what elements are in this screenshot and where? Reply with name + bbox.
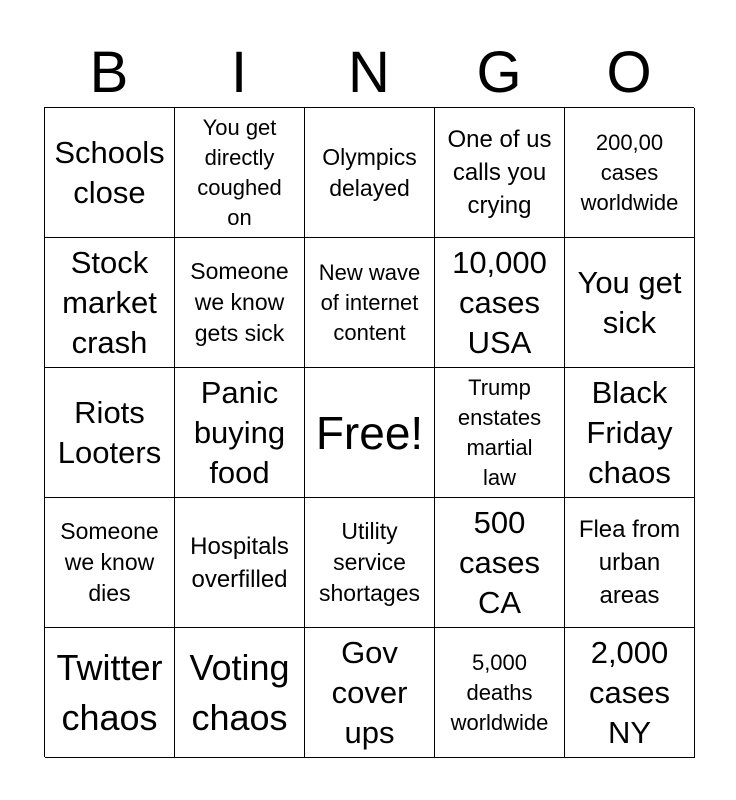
free-space-text: Free!	[315, 406, 424, 459]
cell-text: Schools close	[54, 134, 165, 210]
bingo-cell[interactable]	[45, 628, 175, 758]
cell-text: Twitter chaos	[56, 646, 163, 738]
bingo-cell[interactable]	[435, 238, 565, 368]
cell-text: Olympics delayed	[322, 143, 417, 201]
bingo-cell[interactable]	[565, 628, 695, 758]
cell-text: Gov cover ups	[331, 634, 408, 750]
bingo-cell[interactable]	[175, 628, 305, 758]
bingo-cell[interactable]	[175, 498, 305, 628]
cell-text: Hospitals overfilled	[190, 532, 289, 593]
cell-text: 5,000 deaths worldwide	[450, 649, 549, 735]
header-letter-n: N	[348, 40, 390, 105]
bingo-cell[interactable]	[175, 238, 305, 368]
cell-text: You get directly coughed on	[197, 114, 282, 230]
bingo-cell[interactable]	[175, 368, 305, 498]
header-letter-b: B	[89, 40, 129, 105]
cell-text: Someone we know dies	[60, 518, 159, 606]
bingo-cell[interactable]	[305, 238, 435, 368]
cell-text: 10,000 cases USA	[452, 244, 547, 360]
cell-text: Trump enstates martial law	[457, 374, 542, 490]
header-letter-o: O	[606, 40, 652, 105]
cell-text: 500 cases CA	[459, 504, 540, 620]
bingo-cell[interactable]	[565, 108, 695, 238]
header-letter-g: G	[476, 40, 522, 105]
bingo-cell[interactable]	[435, 498, 565, 628]
cell-text: Voting chaos	[189, 646, 290, 738]
bingo-cell[interactable]	[435, 628, 565, 758]
cell-text: One of us calls you crying	[447, 126, 552, 219]
bingo-cell[interactable]	[435, 368, 565, 498]
cell-text: 200,00 cases worldwide	[580, 129, 679, 215]
cell-text: Riots Looters	[57, 394, 162, 470]
cell-text: 2,000 cases NY	[589, 634, 670, 750]
bingo-cell[interactable]	[565, 238, 695, 368]
bingo-cell[interactable]	[45, 368, 175, 498]
bingo-cell[interactable]	[45, 108, 175, 238]
cell-text: Stock market crash	[62, 244, 157, 360]
bingo-cell-free[interactable]	[305, 368, 435, 498]
cell-text: Someone we know gets sick	[190, 258, 289, 346]
cell-text: You get sick	[577, 264, 682, 340]
bingo-cell[interactable]	[305, 628, 435, 758]
bingo-cell[interactable]	[435, 108, 565, 238]
bingo-cell[interactable]	[565, 498, 695, 628]
bingo-grid	[44, 107, 694, 757]
header-letter-i: I	[230, 40, 248, 105]
cell-text: Panic buying food	[193, 374, 286, 490]
bingo-cell[interactable]	[305, 108, 435, 238]
cell-text: Flea from urban areas	[578, 516, 681, 609]
bingo-cell[interactable]	[305, 498, 435, 628]
cell-text: New wave of internet content	[318, 259, 421, 345]
bingo-cell[interactable]	[175, 108, 305, 238]
cell-text: Black Friday chaos	[586, 374, 673, 490]
bingo-cell[interactable]	[565, 368, 695, 498]
bingo-cell[interactable]	[45, 498, 175, 628]
bingo-header	[44, 40, 694, 106]
cell-text: Utility service shortages	[318, 518, 420, 606]
bingo-cell[interactable]	[45, 238, 175, 368]
